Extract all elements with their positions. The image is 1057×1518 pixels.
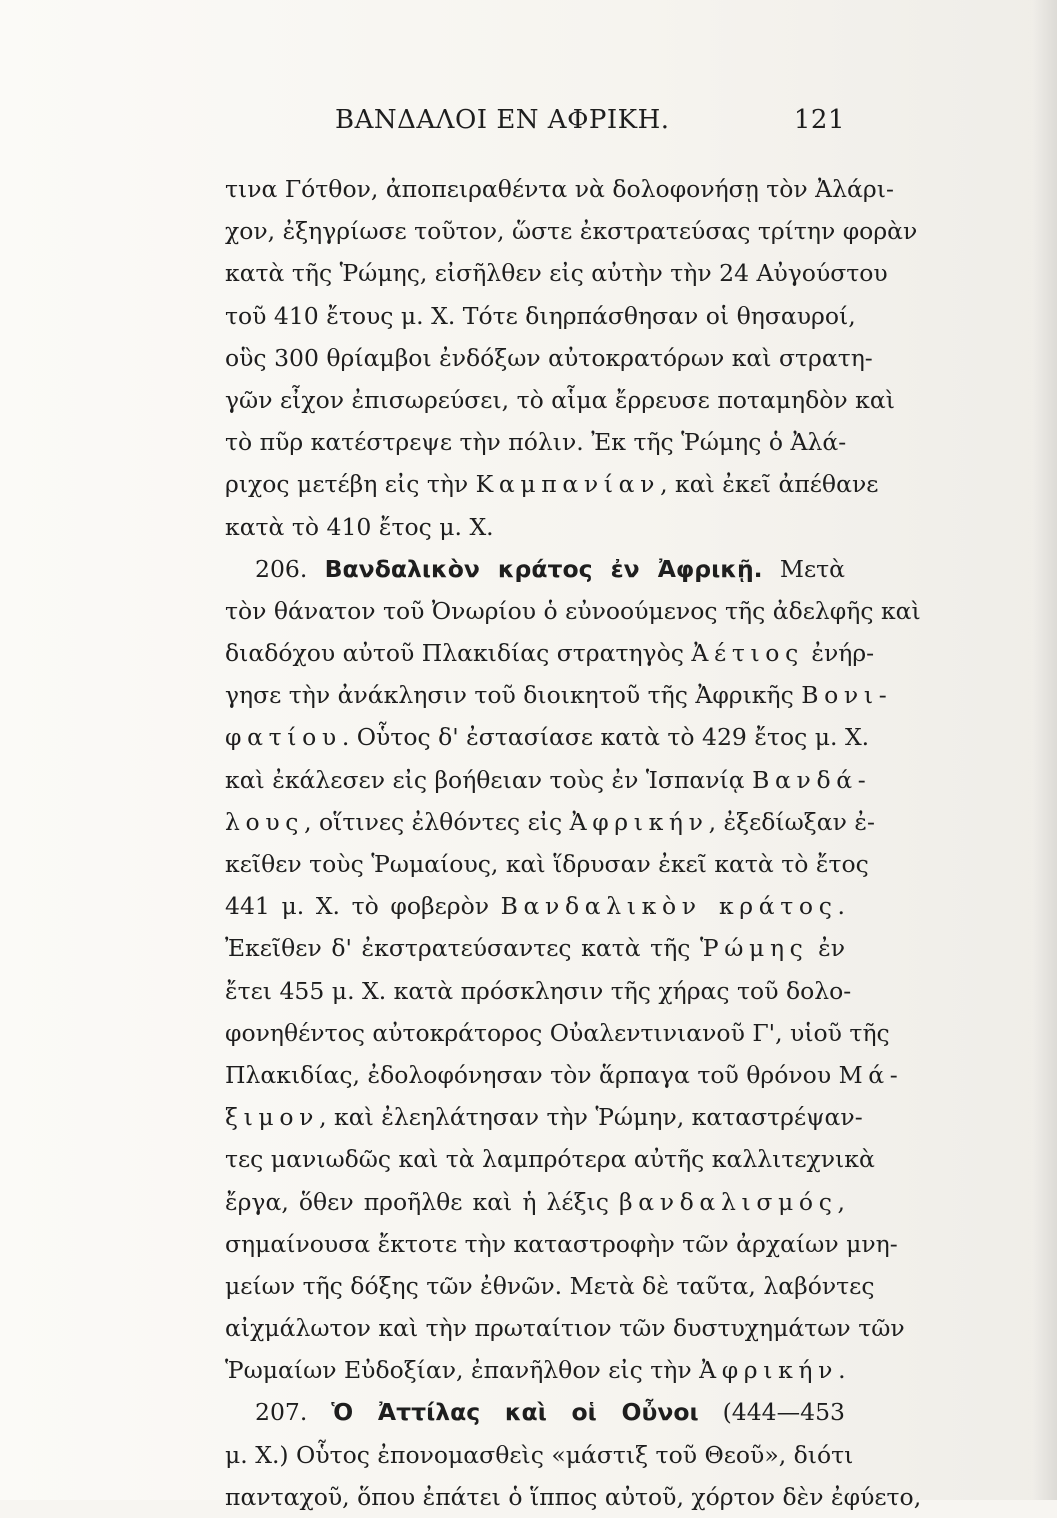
emphasis-name: Ἀφρικήν: [699, 1356, 839, 1385]
emphasis-name: λους: [225, 807, 305, 836]
text-line: τὸ πῦρ κατέστρεψε τὴν πόλιν. Ἐκ τῆς Ῥώμης ὁ Ἀλά-: [225, 428, 847, 457]
text-line: Ἐκεῖθεν δ' ἐκστρατεύσαντες κατὰ τῆς Ῥώμης ἐν: [225, 934, 845, 963]
running-header: [225, 105, 845, 141]
text-line: αἰχμάλωτον καὶ τὴν πρωταίτιον τῶν δυστυχημάτων τῶν: [225, 1314, 905, 1343]
emphasis-name: Βανδά-: [752, 765, 872, 794]
emphasis-name: Βανδαλικὸν κράτος: [500, 892, 838, 921]
section-heading: Ὁ Ἀττίλας καὶ οἱ Οὖνοι: [331, 1398, 699, 1427]
emphasis-name: Καμπανίαν: [475, 470, 661, 499]
page-edge-shadow: [1033, 0, 1057, 1500]
text-line: πανταχοῦ, ὅπου ἐπάτει ὁ ἵππος αὐτοῦ, χόρτον δὲν ἐφύετο,: [225, 1482, 922, 1511]
text-line: γησε τὴν ἀνάκλησιν τοῦ διοικητοῦ τῆς Ἀφρικῆς Βονι-: [225, 681, 893, 710]
section-207-line: 207. Ὁ Ἀττίλας καὶ οἱ Οὖνοι (444—453: [255, 1398, 845, 1427]
text-line: λους, οἵτινες ἐλθόντες εἰς Ἀφρικήν, ἐξεδίωξαν ἐ-: [225, 807, 875, 836]
text-line: τὸν θάνατον τοῦ Ὀνωρίου ὁ εὐνοούμενος τῆς ἀδελφῆς καὶ: [225, 596, 921, 625]
text-line: τινα Γότθον, ἀποπειραθέντα νὰ δολοφονήσῃ τὸν Ἀλάρι-: [225, 175, 894, 203]
text-line: φονηθέντος αὐτοκράτορος Οὐαλεντινιανοῦ Γ', υἱοῦ τῆς: [225, 1018, 890, 1047]
text-line: κατὰ τὸ 410 ἔτος μ. Χ.: [225, 512, 494, 541]
section-206-line: 206. Βανδαλικὸν κράτος ἐν Ἀφρικῇ. Μετὰ: [255, 554, 846, 583]
running-title: ΒΑΝΔΑΛΟΙ ΕΝ ΑΦΡΙΚΗ.: [335, 105, 670, 135]
text-line: σημαίνουσα ἔκτοτε τὴν καταστροφὴν τῶν ἀρχαίων μνη-: [225, 1229, 898, 1258]
emphasis-name: Ἀφρικήν: [569, 807, 709, 836]
emphasis-name: ξιμον: [225, 1103, 320, 1132]
emphasis-name: Βονι-: [801, 681, 893, 710]
text-line: Πλακιδίας, ἐδολοφόνησαν τὸν ἅρπαγα τοῦ θρόνου Μά-: [225, 1060, 904, 1089]
text-line: Ῥωμαίων Εὐδοξίαν, ἐπανῆλθον εἰς τὴν Ἀφρικήν.: [225, 1356, 846, 1385]
text-line: ἔτει 455 μ. Χ. κατὰ πρόσκλησιν τῆς χήρας τοῦ δολο-: [225, 976, 852, 1005]
text-line: διαδόχου αὐτοῦ Πλακιδίας στρατηγὸς Ἀέτιος ἐνήρ-: [225, 639, 875, 668]
emphasis-name: Ἀέτιος: [691, 639, 804, 668]
text-line: ριχος μετέβη εἰς τὴν Καμπανίαν, καὶ ἐκεῖ ἀπέθανε: [225, 470, 879, 499]
text-line: μ. Χ.) Οὗτος ἐπονομασθεὶς «μάστιξ τοῦ Θεοῦ», διότι: [225, 1440, 854, 1469]
text-line: τοῦ 410 ἔτους μ. Χ. Τότε διηρπάσθησαν οἱ θησαυροί,: [225, 301, 856, 330]
text-line: κεῖθεν τοὺς Ῥωμαίους, καὶ ἵδρυσαν ἐκεῖ κατὰ τὸ ἔτος: [225, 850, 869, 878]
text-line: ἔργα, ὅθεν προῆλθε καὶ ἡ λέξις βανδαλισμός,: [225, 1187, 845, 1216]
text-line: μείων τῆς δόξης τῶν ἐθνῶν. Μετὰ δὲ ταῦτα, λαβόντες: [225, 1271, 875, 1300]
text-line: τες μανιωδῶς καὶ τὰ λαμπρότερα αὐτῆς καλλιτεχνικὰ: [225, 1145, 875, 1174]
page-number: 121: [793, 105, 845, 135]
emphasis-name: Μά-: [838, 1060, 904, 1089]
text-line: καὶ ἐκάλεσεν εἰς βοήθειαν τοὺς ἐν Ἱσπανίᾳ Βανδά-: [225, 765, 872, 794]
text-line: 441 μ. Χ. τὸ φοβερὸν Βανδαλικὸν κράτος.: [225, 892, 845, 921]
text-line: χον, ἐξηγρίωσε τοῦτον, ὥστε ἐκστρατεύσας τρίτην φορὰν: [225, 217, 918, 246]
emphasis-name: Ῥώμης: [700, 934, 809, 963]
emphasis-name: βανδαλισμός: [618, 1187, 838, 1216]
body-text: [225, 168, 922, 1518]
text-line: οὓς 300 θρίαμβοι ἐνδόξων αὐτοκρατόρων καὶ στρατη-: [225, 343, 873, 372]
text-line: γῶν εἶχον ἐπισωρεύσει, τὸ αἷμα ἔρρευσε ποταμηδὸν καὶ: [225, 385, 895, 414]
section-number: 206.: [255, 554, 325, 583]
text-line: φατίου. Οὗτος δ' ἐστασίασε κατὰ τὸ 429 ἔτος μ. Χ.: [225, 723, 870, 752]
emphasis-name: φατίου: [225, 723, 342, 752]
text-line: ξιμον, καὶ ἐλεηλάτησαν τὴν Ῥώμην, καταστρέψαν-: [225, 1103, 863, 1132]
text-line: κατὰ τῆς Ῥώμης, εἰσῆλθεν εἰς αὐτὴν τὴν 24 Αὐγούστου: [225, 259, 888, 288]
section-number: 207.: [255, 1398, 332, 1427]
section-heading: Βανδαλικὸν κράτος ἐν Ἀφρικῇ.: [324, 554, 763, 583]
